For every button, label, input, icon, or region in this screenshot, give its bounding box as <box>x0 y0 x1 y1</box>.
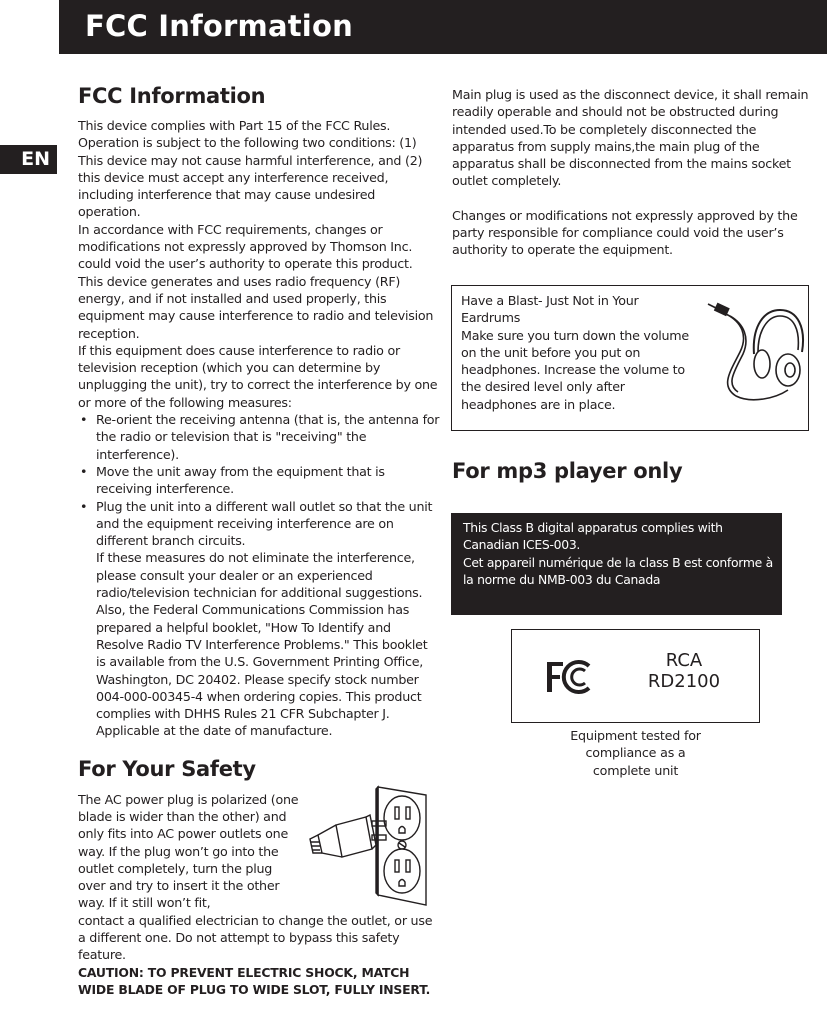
list-item-text: Re-orient the receiving antenna (that is, the antenna for the radio or television that is "receiving" the interference). <box>96 412 440 462</box>
fcc-paragraph: This device complies with Part 15 of the FCC Rules. Operation is subject to the following two conditions: (1) This device may not cause harmful interference, and (2) this device must accept any interference received, including interference that may cause undesired operation. <box>78 118 423 220</box>
caption-line: Equipment tested for <box>570 728 701 743</box>
fcc-followup: If these measures do not eliminate the interference, please consult your dealer or an experienced radio/television technician for additional suggestions. Also, the Federal Communications Commission has prepared a helpful booklet, "How To Identify and Resolve Radio TV Interference Problems." This booklet is available from the U.S. Government Printing Office, Washington, DC 20402. Please specify stock number 004-000-00345-4 when ordering copies. This product complies with DHHS Rules 21 CFR Subchapter J. Applicable at the date of manufacture. <box>96 550 428 739</box>
disconnect-paragraph: Main plug is used as the disconnect device, it shall remain readily operable and should not be obstructed during intended used.To be completely disconnected the apparatus from supply mains,the main plug of the apparatus shall be disconnected from the mains socket outlet completely. <box>452 87 809 189</box>
ices-notice-text <box>463 519 782 588</box>
left-column <box>78 84 440 998</box>
measures-list <box>78 411 440 549</box>
banner-title: FCC Information <box>85 9 353 43</box>
model-label <box>634 650 734 692</box>
bullet-icon: • <box>80 498 88 514</box>
list-item <box>78 411 440 463</box>
changes-paragraph: Changes or modifications not expressly approved by the party responsible for compliance could void the user’s authority to operate the equipment. <box>452 207 798 258</box>
fcc-logo-icon <box>545 658 595 696</box>
fcc-label-caption <box>511 727 760 779</box>
fcc-heading: FCC Information <box>78 84 266 108</box>
headphones-icon <box>696 290 808 406</box>
safety-text: The AC power plug is polarized (one blade is wider than the other) and only fits into AC power outlets one way. If the plug won’t go into the outlet completely, turn the plug over and try to insert it the other way. If it still won’t fit, <box>78 791 299 911</box>
fcc-paragraph: If this equipment does cause interference to radio or television reception (which you can determine by unplugging the unit), try to correct the interference by one or more of the following measures: <box>78 342 438 410</box>
list-item-text: Plug the unit into a different wall outlet so that the unit and the equipment receiving interference are on different branch circuits. <box>96 498 433 549</box>
list-item <box>78 463 440 498</box>
brand-name: RCA <box>665 650 703 671</box>
bullet-icon: • <box>80 463 88 479</box>
bullet-icon: • <box>80 412 88 428</box>
caption-line: compliance as a <box>585 745 686 761</box>
headphone-warning-body: Make sure you turn down the volume on the unit before you put on headphones. Increase the volume to the desired level only after headphones are in place. <box>461 327 689 412</box>
fcc-paragraph: This device generates and uses radio frequency (RF) energy, and if not installed and used properly, this equipment may cause interference to radio and television reception. <box>78 273 434 341</box>
model-number: RD2100 <box>647 671 721 692</box>
headphone-warning-box <box>451 285 809 431</box>
plug-and-outlet-icon <box>306 785 428 909</box>
list-item <box>78 498 440 550</box>
fcc-body <box>78 117 440 740</box>
caption-line: complete unit <box>592 762 679 778</box>
right-column <box>452 86 822 259</box>
fcc-compliance-label <box>511 629 760 723</box>
headphone-warning-text <box>461 292 701 413</box>
safety-body <box>78 791 440 998</box>
list-item-text: Move the unit away from the equipment that is receiving interference. <box>96 463 385 497</box>
fcc-paragraph: In accordance with FCC requirements, changes or modifications not expressly approved by Thomson Inc. could void the user’s authority to operate this product. <box>78 221 413 272</box>
page-banner <box>59 0 827 54</box>
ices-notice-box <box>451 513 782 615</box>
ices-french: Cet appareil numérique de la class B est conforme à la norme du NMB-003 du Canada <box>463 554 773 587</box>
caution-text: CAUTION: TO PREVENT ELECTRIC SHOCK, MATCH WIDE BLADE OF PLUG TO WIDE SLOT, FULLY INSERT. <box>78 964 431 997</box>
headphone-warning-title: Have a Blast- Just Not in Your Eardrums <box>461 293 639 326</box>
mp3-heading: For mp3 player only <box>452 459 683 483</box>
language-tab: EN <box>0 145 57 174</box>
safety-heading: For Your Safety <box>78 756 256 781</box>
ices-english: This Class B digital apparatus complies with Canadian ICES-003. <box>463 520 723 553</box>
safety-text-continued: contact a qualified electrician to change the outlet, or use a different one. Do not attempt to bypass this safety feature. <box>78 912 433 963</box>
